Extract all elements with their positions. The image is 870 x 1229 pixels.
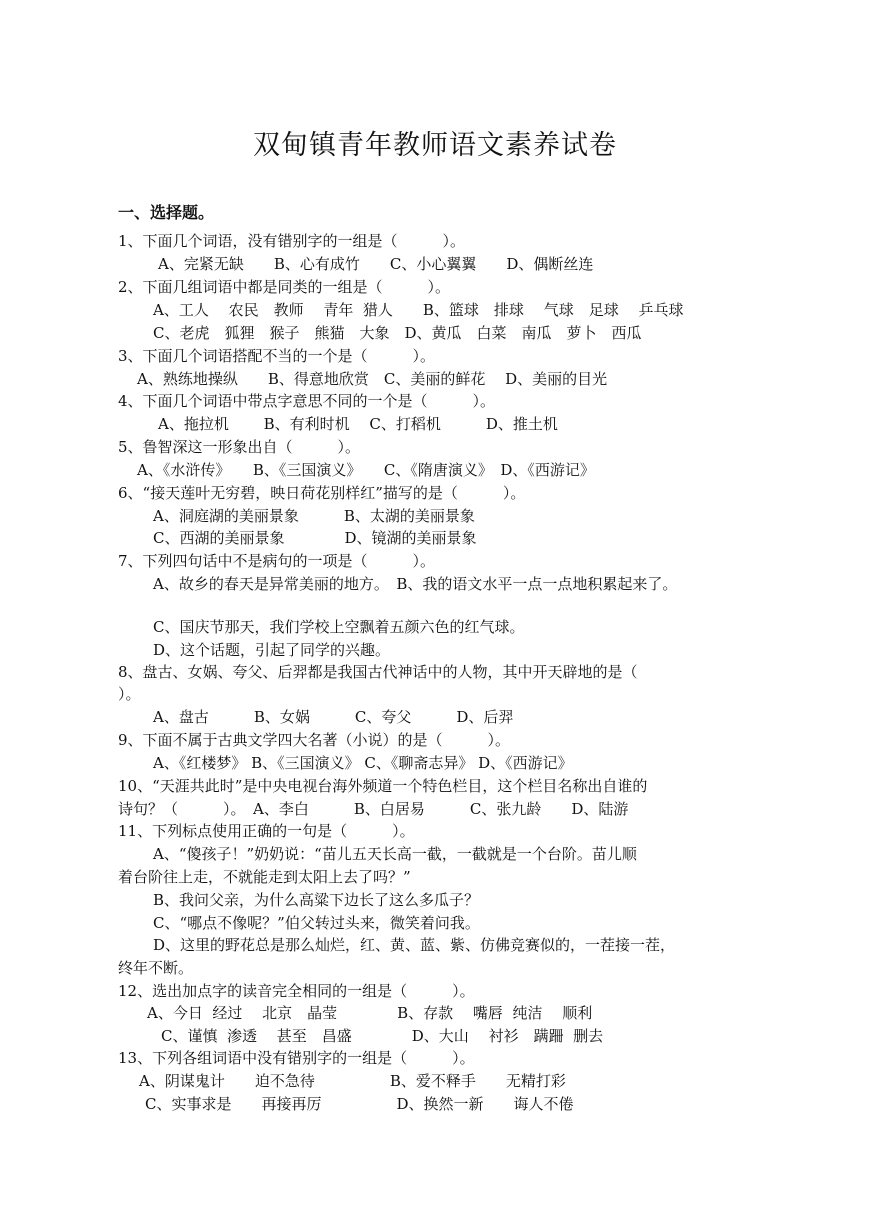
question-line: 诗句？（ ）。 A、李白 B、白居易 C、张九龄 D、陆游 [118, 800, 629, 818]
question-line: ）。 [118, 685, 141, 703]
question-line: 3、下面几个词语搭配不当的一个是（ ）。 [118, 347, 436, 365]
question-line: 10、“天涯共此时”是中央电视台海外频道一个特色栏目，这个栏目名称出自谁的 [118, 777, 648, 795]
question-line: 4、下面几个词语中带点字意思不同的一个是（ ）。 [118, 392, 496, 410]
options-line: C、西湖的美丽景象 D、镜湖的美丽景象 [153, 529, 477, 547]
options-line: B、我问父亲，为什么高粱下边长了这么多瓜子？ [153, 891, 480, 909]
options-line: A、《水浒传》 B、《三国演义》 C、《隋唐演义》 D、《西游记》 [137, 461, 595, 479]
options-line: A、完紧无缺 B、心有成竹 C、小心翼翼 D、偶断丝连 [158, 255, 594, 273]
options-line: 终年不断。 [118, 959, 194, 977]
question-line: 12、选出加点字的读音完全相同的一组是（ ）。 [118, 982, 475, 1000]
question-line: 11、下列标点使用正确的一句是（ ）。 [118, 822, 415, 840]
options-line: A、工人 农民 教师 青年 猎人 B、篮球 排球 气球 足球 乒乓球 [153, 301, 684, 319]
options-line: A、今日 经过 北京 晶莹 B、存款 嘴唇 纯洁 顺利 [147, 1004, 593, 1022]
options-line: 着台阶往上走，不就能走到太阳上去了吗？” [118, 868, 411, 886]
options-line: A、洞庭湖的美丽景象 B、太湖的美丽景象 [153, 507, 475, 525]
options-line: A、《红楼梦》 B、《三国演义》 C、《聊斋志异》 D、《西游记》 [153, 754, 573, 772]
question-line: 6、“接天莲叶无穷碧，映日荷花别样红”描写的是（ ）。 [118, 484, 526, 502]
options-line: A、盘古 B、女娲 C、夸父 D、后羿 [153, 708, 514, 726]
options-line: A、故乡的春天是异常美丽的地方。 B、我的语文水平一点一点地积累起来了。 [153, 575, 678, 593]
options-line: C、谨慎 渗透 甚至 昌盛 D、大山 衬衫 蹒跚 删去 [161, 1027, 604, 1045]
question-line: 13、下列各组词语中没有错别字的一组是（ ）。 [118, 1049, 475, 1067]
options-line: A、“傻孩子！”奶奶说：“苗儿五天长高一截，一截就是一个台阶。苗儿顺 [153, 845, 637, 863]
question-line: 5、鲁智深这一形象出自（ ）。 [118, 438, 361, 456]
question-line: 9、下面不属于古典文学四大名著（小说）的是（ ）。 [118, 731, 511, 749]
options-line: D、这里的野花总是那么灿烂，红、黄、蓝、紫、仿佛竞赛似的，一茬接一茬， [153, 936, 676, 954]
options-line: D、这个话题，引起了同学的兴趣。 [153, 641, 391, 659]
section-heading: 一、选择题。 [118, 203, 215, 222]
options-line: A、拖拉机 B、有利时机 C、打稻机 D、推土机 [158, 415, 558, 433]
question-line: 7、下列四句话中不是病句的一项是（ ）。 [118, 552, 436, 570]
question-line: 1、下面几个词语，没有错别字的一组是（ ）。 [118, 232, 466, 250]
options-line: C、“哪点不像呢？”伯父转过头来，微笑着问我。 [153, 914, 480, 932]
options-line: A、熟练地操纵 B、得意地欣赏 C、美丽的鲜花 D、美丽的目光 [137, 370, 608, 388]
options-line: C、国庆节那天，我们学校上空飘着五颜六色的红气球。 [153, 618, 525, 636]
question-line: 8、盘古、女娲、夸父、后羿都是我国古代神话中的人物，其中开天辟地的是（ [118, 663, 638, 681]
options-line: A、阴谋鬼计 迫不急待 B、爱不释手 无精打彩 [139, 1072, 566, 1090]
options-line: C、老虎 狐狸 猴子 熊猫 大象 D、黄瓜 白菜 南瓜 萝卜 西瓜 [153, 324, 642, 342]
question-line: 2、下面几组词语中都是同类的一组是（ ）。 [118, 278, 451, 296]
page-title: 双甸镇青年教师语文素养试卷 [253, 130, 617, 161]
options-line: C、实事求是 再接再厉 D、换然一新 诲人不倦 [145, 1095, 574, 1113]
